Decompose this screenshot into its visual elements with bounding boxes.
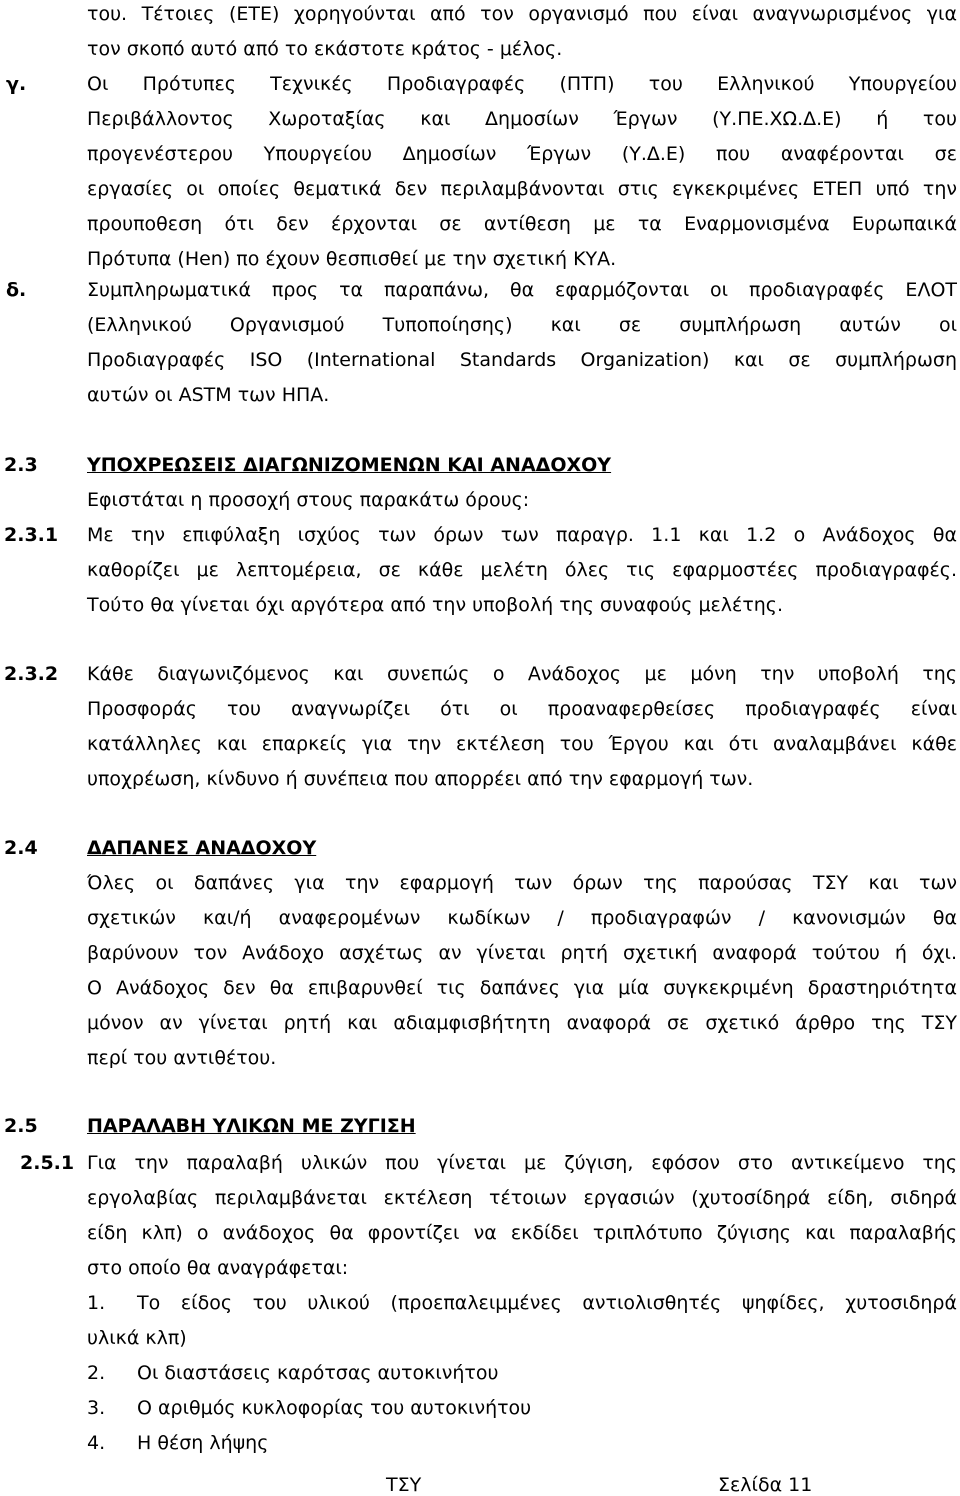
- text-line: Κάθε διαγωνιζόμενος και συνεπώς ο Ανάδοχος με μόνη την υποβολή της: [87, 663, 957, 685]
- section-2-5-1-paragraph: [87, 1146, 957, 1461]
- text-line: καθορίζει με λεπτομέρεια, σε κάθε μελέτη όλες τις εφαρμοστέες προδιαγραφές.: [87, 559, 957, 581]
- list-item: [87, 1426, 957, 1461]
- text-line: υποχρέωση, κίνδυνο ή συνέπεια που απορρέει από την εφαρμογή των.: [87, 768, 754, 790]
- text-line: Οι Πρότυπες Τεχνικές Προδιαγραφές (ΠΤΠ) του Ελληνικού Υπουργείου: [87, 73, 957, 95]
- text-line: σχετικών και/ή αναφερομένων κωδίκων / προδιαγραφών / κανονισμών θα: [87, 907, 957, 929]
- text-line: αυτών οι ASTM των ΗΠΑ.: [87, 384, 330, 406]
- text-line: Με την επιφύλαξη ισχύος των όρων των παραγρ. 1.1 και 1.2 ο Ανάδοχος θα: [87, 524, 957, 546]
- text-line: Εφιστάται η προσοχή στους παρακάτω όρους:: [87, 489, 530, 511]
- text-line: εργολαβίας περιλαμβάνεται εκτέλεση τέτοιων εργασιών (χυτοσίδηρά είδη, σιδηρά: [87, 1187, 957, 1209]
- list-item-text: Το είδος του υλικού (προεπαλειμμένες αντιολισθητές ψηφίδες, χυτοσιδηρά: [137, 1292, 957, 1314]
- item-d-paragraph: [87, 273, 957, 413]
- text-line: είδη κλπ) ο ανάδοχος θα φροντίζει να εκδίδει τριπλότυπο ζύγισης και παραλαβής: [87, 1222, 957, 1244]
- section-heading-2-4: ΔΑΠΑΝΕΣ ΑΝΑΔΟΧΟΥ: [87, 837, 317, 859]
- section-number-2-5: 2.5: [4, 1115, 38, 1137]
- footer-page-number: Σελίδα 11: [718, 1474, 813, 1496]
- list-item: [87, 1356, 957, 1391]
- section-number-2-5-1: 2.5.1: [20, 1152, 75, 1174]
- list-item-number: 4.: [87, 1432, 106, 1454]
- list-item-number: 3.: [87, 1397, 106, 1419]
- text-line: του. Τέτοιες (ΕΤΕ) χορηγούνται από τον οργανισμό που είναι αναγνωρισμένος για: [87, 3, 957, 25]
- text-line: Περιβάλλοντος Χωροταξίας και Δημοσίων Έργων (Υ.ΠΕ.ΧΩ.Δ.Ε) ή του: [87, 108, 957, 130]
- list-item-text: Οι διαστάσεις καρότσας αυτοκινήτου: [137, 1362, 499, 1384]
- item-g-paragraph: [87, 67, 957, 277]
- text-line: στο οποίο θα αναγράφεται:: [87, 1257, 349, 1279]
- text-line: προυποθεση ότι δεν έρχονται σε αντίθεση με τα Εναρμονισμένα Ευρωπαικά: [87, 213, 957, 235]
- section-number-2-3: 2.3: [4, 454, 38, 476]
- text-line: Για την παραλαβή υλικών που γίνεται με ζύγιση, εφόσον στο αντικείμενο της: [87, 1152, 957, 1174]
- text-line: Όλες οι δαπάνες για την εφαρμογή των όρων της παρούσας ΤΣΥ και των: [87, 872, 957, 894]
- section-2-4-paragraph: [87, 866, 957, 1076]
- list-item-number: 1.: [87, 1292, 106, 1314]
- text-line: προγενέστερου Υπουργείου Δημοσίων Έργων (Υ.Δ.Ε) που αναφέρονται σε: [87, 143, 957, 165]
- text-line: Προσφοράς του αναγνωρίζει ότι οι προαναφερθείσες προδιαγραφές είναι: [87, 698, 957, 720]
- section-2-3-1-paragraph: [87, 518, 957, 623]
- text-line: Προδιαγραφές ISO (International Standards Organization) και σε συμπλήρωση: [87, 349, 957, 371]
- list-item: [87, 1286, 957, 1321]
- list-item-text: Ο αριθμός κυκλοφορίας του αυτοκινήτου: [137, 1397, 532, 1419]
- section-2-3-2-paragraph: [87, 657, 957, 797]
- text-line: Ο Ανάδοχος δεν θα επιβαρυνθεί τις δαπάνες για μία συγκεκριμένη δραστηριότητα: [87, 977, 957, 999]
- text-line: κατάλληλες και επαρκείς για την εκτέλεση του Έργου και ότι αναλαμβάνει κάθε: [87, 733, 957, 755]
- footer-document-code: ΤΣΥ: [386, 1474, 422, 1496]
- list-item-continuation: υλικά κλπ): [87, 1327, 187, 1349]
- section-2-3-intro: [87, 483, 957, 518]
- section-number-2-3-2: 2.3.2: [4, 663, 59, 685]
- text-line: τον σκοπό αυτό από το εκάστοτε κράτος - μέλος.: [87, 38, 563, 60]
- text-line: περί του αντιθέτου.: [87, 1047, 277, 1069]
- text-line: Πρότυπα (Hen) πο έχουν θεσπισθεί με την σχετική ΚΥΑ.: [87, 248, 617, 270]
- section-number-2-4: 2.4: [4, 837, 38, 859]
- section-heading-2-5: ΠΑΡΑΛΑΒΗ ΥΛΙΚΩΝ ΜΕ ΖΥΓΙΣΗ: [87, 1115, 416, 1137]
- list-item-number: 2.: [87, 1362, 106, 1384]
- list-item-text: Η θέση λήψης: [137, 1432, 269, 1454]
- item-marker-g: γ.: [6, 73, 27, 95]
- text-line: Τούτο θα γίνεται όχι αργότερα από την υποβολή της συναφούς μελέτης.: [87, 594, 783, 616]
- item-marker-d: δ.: [6, 279, 27, 301]
- text-line: εργασίες οι οποίες θεματικά δεν περιλαμβάνονται στις εγκεκριμένες ΕΤΕΠ υπό την: [87, 178, 957, 200]
- list-item: [87, 1391, 957, 1426]
- text-line: (Ελληνικού Οργανισμού Τυποποίησης) και σε συμπλήρωση αυτών οι: [87, 314, 957, 336]
- section-number-2-3-1: 2.3.1: [4, 524, 59, 546]
- continuation-paragraph: [87, 0, 957, 67]
- text-line: βαρύνουν τον Ανάδοχο ασχέτως αν γίνεται ρητή σχετική αναφορά τούτου ή όχι.: [87, 942, 957, 964]
- section-heading-2-3: ΥΠΟΧΡΕΩΣΕΙΣ ΔΙΑΓΩΝΙΖΟΜΕΝΩΝ ΚΑΙ ΑΝΑΔΟΧΟΥ: [87, 454, 612, 476]
- text-line: Συμπληρωματικά προς τα παραπάνω, θα εφαρμόζονται οι προδιαγραφές ΕΛΟΤ: [87, 279, 957, 301]
- text-line: μόνον αν γίνεται ρητή και αδιαμφισβήτητη αναφορά σε σχετικό άρθρο της ΤΣΥ: [87, 1012, 957, 1034]
